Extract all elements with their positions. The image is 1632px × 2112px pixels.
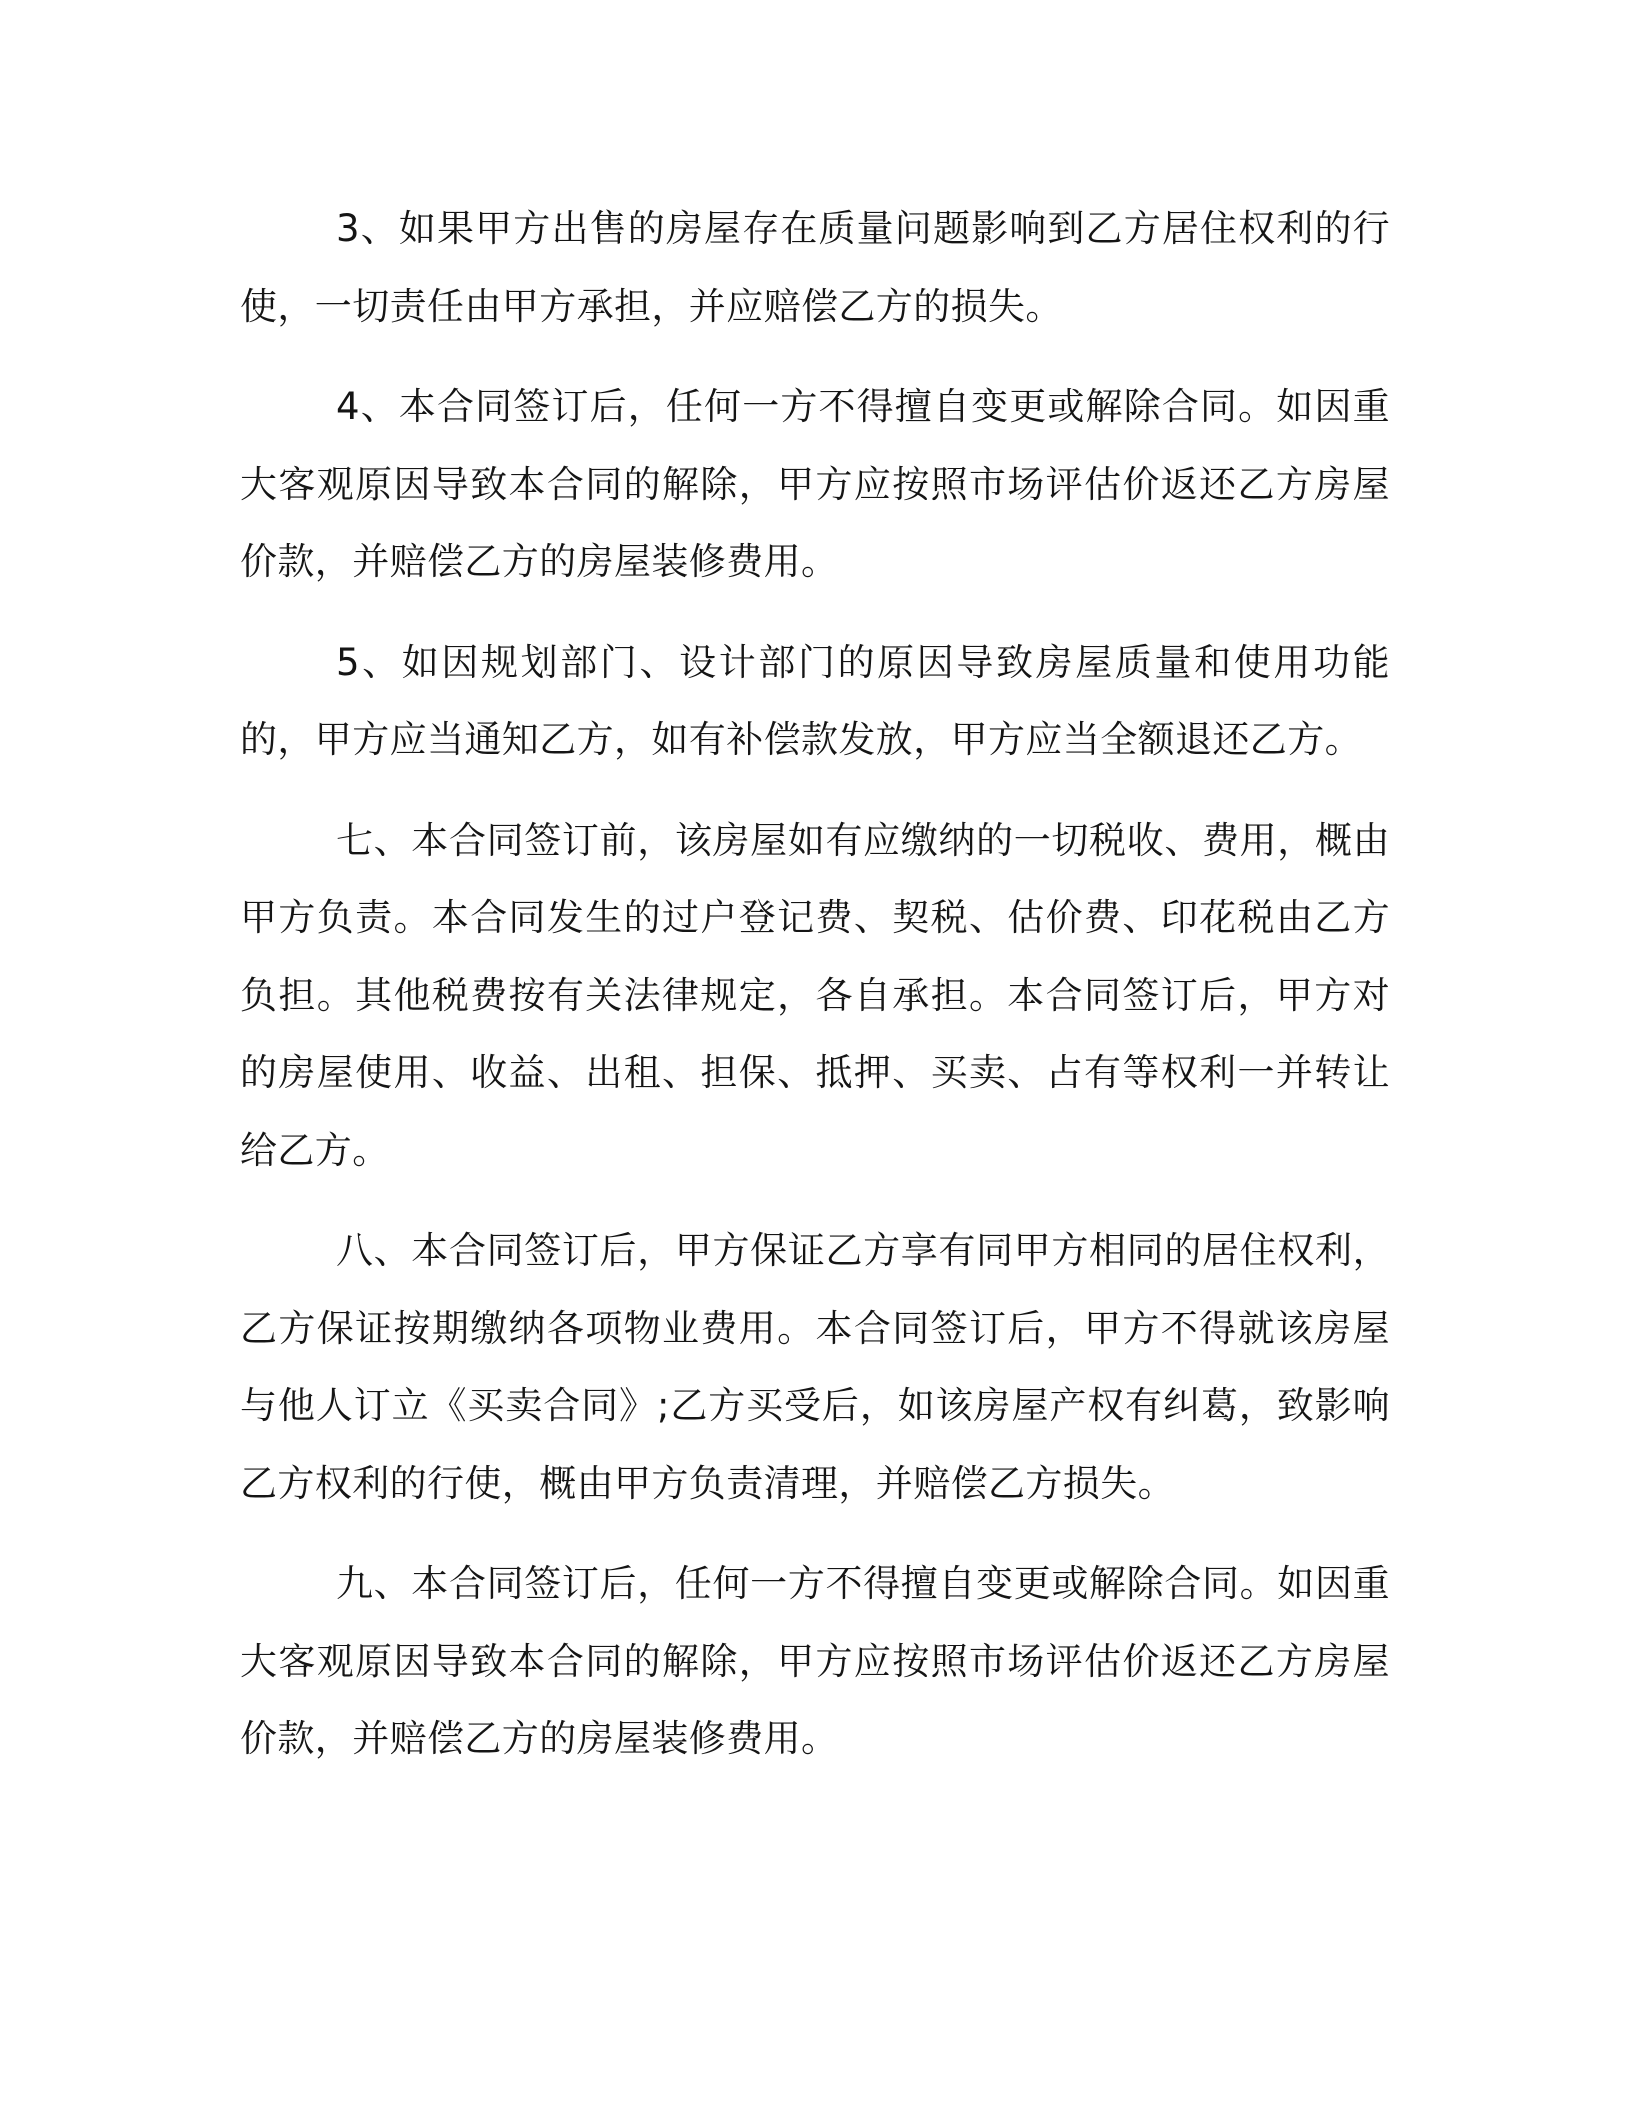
clause-5-paragraph: 5、如因规划部门、设计部门的原因导致房屋质量和使用功能的，甲方应当通知乙方，如有补偿款发放，甲方应当全额退还乙方。 [240,640,1390,761]
clause-7-paragraph: 七、本合同签订前，该房屋如有应缴纳的一切税收、费用，概由甲方负责。本合同发生的过户登记费、契税、估价费、印花税由乙方负担。其他税费按有关法律规定，各自承担。本合同签订后，甲方对的房屋使用、收益、出租、担保、抵押、买卖、占有等权利一并转让给乙方。 [240,818,1390,1172]
clause-4-paragraph: 4、本合同签订后，任何一方不得擅自变更或解除合同。如因重大客观原因导致本合同的解除，甲方应按照市场评估价返还乙方房屋价款，并赔偿乙方的房屋装修费用。 [240,385,1390,583]
clause-9-paragraph: 九、本合同签订后，任何一方不得擅自变更或解除合同。如因重大客观原因导致本合同的解除，甲方应按照市场评估价返还乙方房屋价款，并赔偿乙方的房屋装修费用。 [240,1562,1390,1760]
document-body [240,190,1390,1778]
clause-3-paragraph: 3、如果甲方出售的房屋存在质量问题影响到乙方居住权利的行使，一切责任由甲方承担，并应赔偿乙方的损失。 [240,207,1390,328]
clause-8-paragraph: 八、本合同签订后，甲方保证乙方享有同甲方相同的居住权利，乙方保证按期缴纳各项物业费用。本合同签订后，甲方不得就该房屋与他人订立《买卖合同》;乙方买受后，如该房屋产权有纠葛，致影响乙方权利的行使，概由甲方负责清理，并赔偿乙方损失。 [240,1229,1390,1505]
